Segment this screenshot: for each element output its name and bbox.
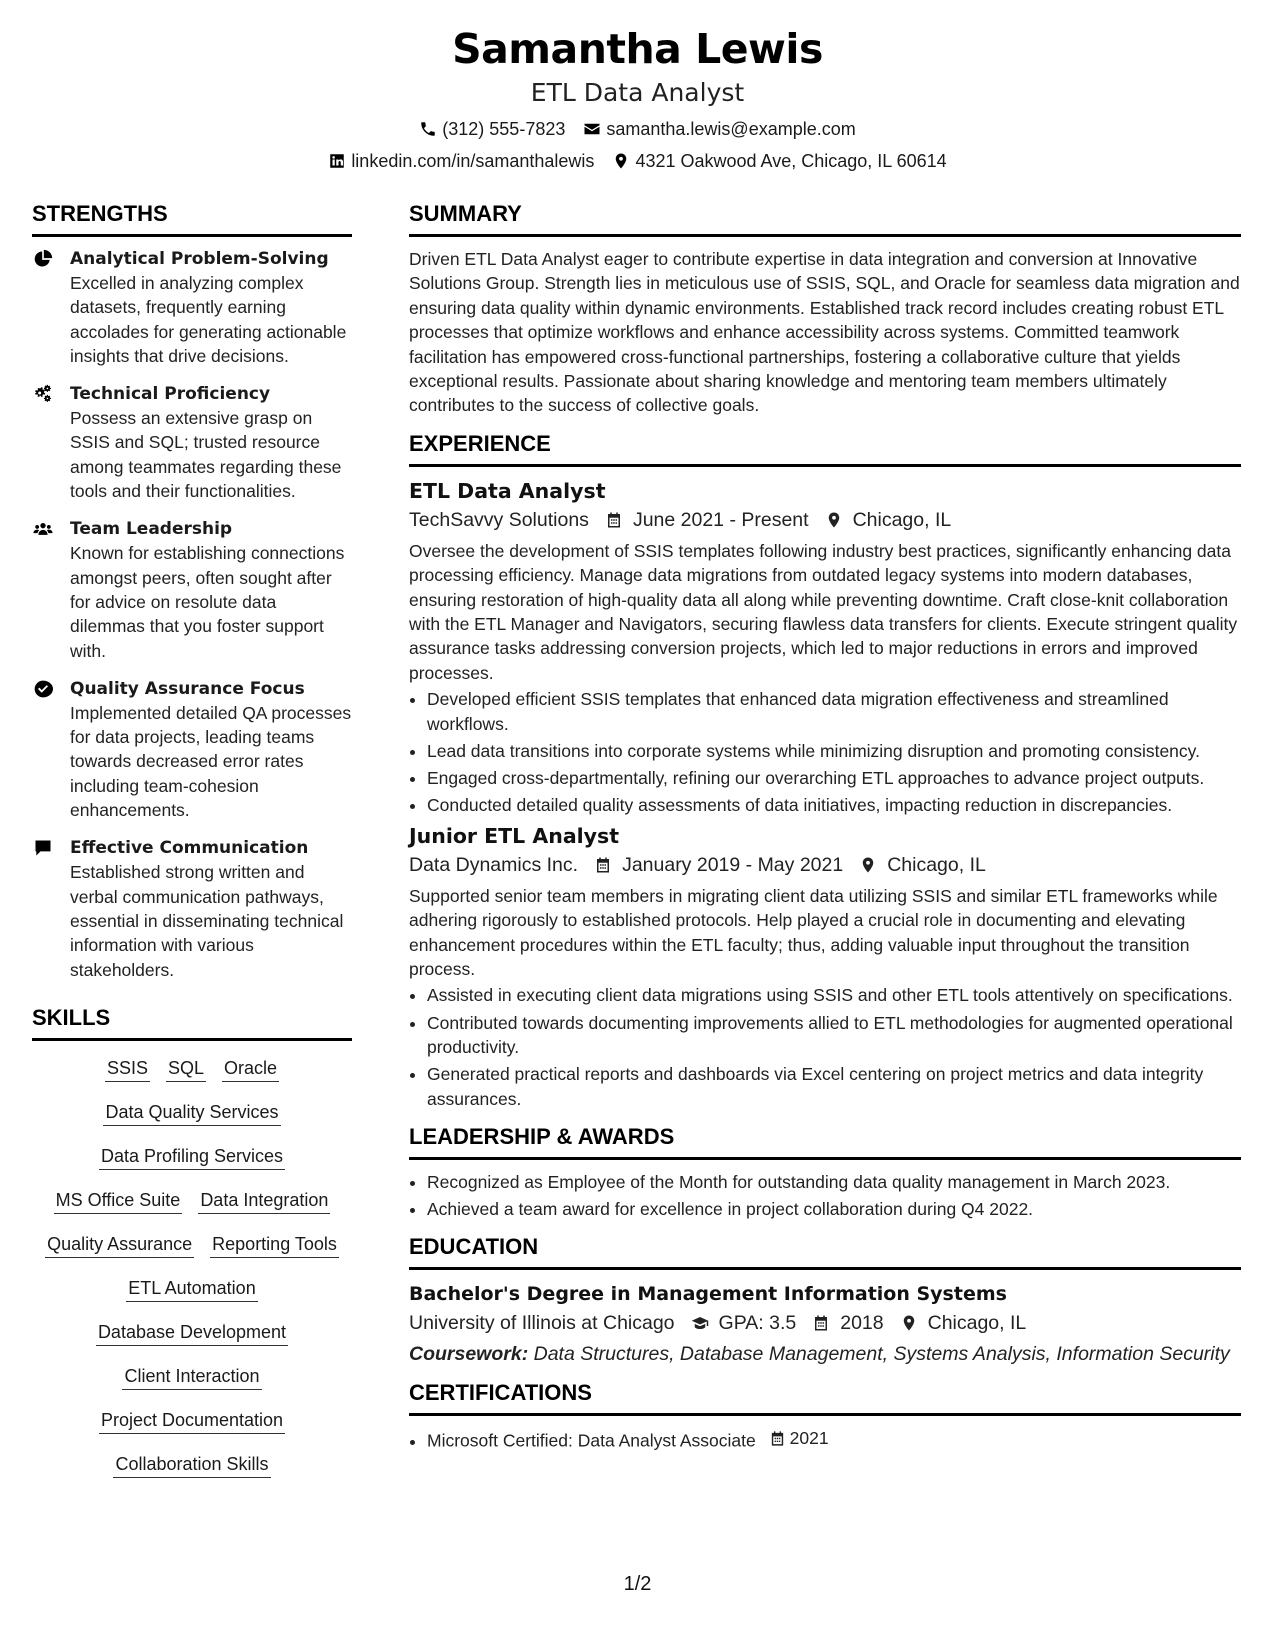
awards-list (409, 1170, 1241, 1222)
certifications-list (409, 1426, 1241, 1453)
summary-heading: SUMMARY (409, 200, 1241, 237)
job-dates: June 2021 - Present (632, 508, 809, 531)
job-description: Oversee the development of SSIS templates following industry best practices, significantly enhancing data processing efficiency. Manage data migrations from outdated legacy systems into modern databases, ensuring restoration of high-quality data all along while preventing downtime. Craft close-knit collaboration with the ETL Manager and Navigators, securing flawless data transfers for clients. Execute stringent quality assurance tasks addressing conversion projects, which led to major reductions in errors and improved processes. (409, 540, 1238, 683)
strength-title: Quality Assurance Focus (70, 678, 305, 699)
list-item: • Assisted in executing client data migrations using SSIS and other ETL tools attentively on specifications. (427, 983, 1241, 1007)
map-pin-icon (612, 152, 630, 170)
page-number: 1/2 (623, 1573, 652, 1595)
skill-row (32, 1319, 352, 1346)
job-title: ETL Data Analyst (409, 478, 606, 503)
education-meta (409, 1308, 1241, 1338)
strength-title: Analytical Problem-Solving (70, 249, 329, 269)
job-description: Supported senior team members in migrating client data utilizing SSIS and similar ETL frameworks while adhering rigorously to established protocols. Help played a crucial role in documenting and elevating enhancement procedures within the ETL faculty; thus, adding valuable input throughout the transition process. (409, 885, 1218, 979)
job-title: Junior ETL Analyst (409, 823, 620, 848)
linkedin-icon (328, 152, 346, 170)
skill-tag: Data Quality Services (103, 1099, 280, 1126)
strength-desc: Excelled in analyzing complex datasets, frequently earning accolades for generating actionable insights that drive decisions. (70, 273, 347, 366)
summary-section (409, 200, 1241, 418)
users-icon (32, 519, 54, 539)
graduation-cap-icon (691, 1314, 709, 1332)
coursework-label: Coursework: (409, 1343, 529, 1366)
gears-icon (32, 384, 54, 404)
skill-row (32, 1143, 352, 1170)
contact-row-1 (0, 114, 1275, 144)
skill-tag: Oracle (222, 1055, 279, 1082)
calendar-icon (812, 1314, 830, 1332)
skill-row (32, 1275, 352, 1302)
phone-contact (419, 114, 565, 144)
school-name: University of Illinois at Chicago (409, 1312, 675, 1335)
skill-row (32, 1055, 352, 1082)
candidate-name: Samantha Lewis (452, 25, 823, 73)
right-column (409, 200, 1241, 1465)
resume-header (0, 22, 1275, 176)
company-name: Data Dynamics Inc. (409, 853, 579, 876)
strength-desc: Possess an extensive grasp on SSIS and SQL; trusted resource among teammates regarding these tools and their functionalities. (70, 408, 342, 502)
list-item: • Contributed towards documenting improvements allied to ETL methodologies for augmented operational productivity. (427, 1011, 1241, 1060)
job-bullets (409, 687, 1241, 817)
skill-row (32, 1451, 352, 1478)
job-meta (409, 505, 1241, 535)
awards-heading: LEADERSHIP & AWARDS (409, 1123, 1241, 1160)
skill-row (32, 1187, 352, 1214)
school-location: Chicago, IL (927, 1312, 1027, 1335)
education-section (409, 1233, 1241, 1367)
email-contact[interactable] (583, 114, 855, 144)
strength-item (32, 836, 352, 981)
skill-tag: Reporting Tools (210, 1231, 339, 1258)
strength-title: Technical Proficiency (70, 384, 271, 405)
coursework (409, 1342, 1241, 1367)
left-column (32, 200, 352, 1495)
map-pin-icon (900, 1314, 918, 1332)
strength-desc: Implemented detailed QA processes for data projects, leading teams towards decreased error rates including team-cohesion enhancements. (70, 702, 352, 821)
strength-title: Effective Communication (70, 838, 309, 859)
calendar-icon (769, 1430, 786, 1447)
strengths-heading: STRENGTHS (32, 200, 352, 237)
list-item: • Recognized as Employee of the Month for outstanding data quality management in March 2023. (427, 1170, 1241, 1194)
map-pin-icon (825, 511, 843, 529)
strength-title: Team Leadership (70, 519, 233, 540)
job-location: Chicago, IL (887, 853, 986, 876)
linkedin-contact[interactable] (328, 146, 594, 176)
degree-title: Bachelor's Degree in Management Information Systems (409, 1283, 1007, 1306)
strength-item (32, 677, 352, 822)
skills-heading: SKILLS (32, 1004, 352, 1041)
summary-text: Driven ETL Data Analyst eager to contribute expertise in data integration and conversion at Innovative Solutions Group. Strength lies in meticulous use of SSIS, SQL, and Oracle for seamless data migration and ensuring data quality within dynamic environments. Established track record includes creating robust ETL processes that optimize workflows and enhance accessibility across systems. Committed teamwork facilitation has empowered cross-functional partnerships, fostering a collaborative culture that yields exceptional results. Passionate about sharing knowledge and mentoring team members ultimately contributes to the success of collective goals. (409, 249, 1240, 416)
awards-section (409, 1123, 1241, 1222)
experience-section (409, 430, 1241, 1111)
certifications-section (409, 1379, 1241, 1453)
job-meta (409, 850, 1241, 880)
job-bullets (409, 983, 1241, 1110)
job-entry (409, 822, 1241, 1111)
email-text[interactable]: samantha.lewis@example.com (606, 119, 856, 139)
cert-name: Microsoft Certified: Data Analyst Associate (427, 1430, 756, 1451)
address-contact (612, 146, 946, 176)
strength-item (32, 247, 352, 368)
job-entry (409, 477, 1241, 818)
pie-chart-icon (32, 249, 54, 269)
strength-item (32, 382, 352, 503)
check-circle-icon (32, 679, 54, 699)
skill-tag: Data Profiling Services (99, 1143, 285, 1170)
company-name: TechSavvy Solutions (409, 508, 589, 531)
skills-list (32, 1055, 352, 1478)
list-item: • Achieved a team award for excellence in project collaboration during Q4 2022. (427, 1197, 1241, 1221)
strength-desc: Known for establishing connections amongst peers, often sought after for advice on resolute data dilemmas that you foster support with. (70, 543, 345, 661)
experience-heading: EXPERIENCE (409, 430, 1241, 467)
phone-icon (419, 120, 437, 138)
skill-row (32, 1099, 352, 1126)
education-heading: EDUCATION (409, 1233, 1241, 1270)
envelope-icon (583, 120, 601, 138)
list-item (427, 1426, 1241, 1453)
skill-tag: SSIS (105, 1055, 150, 1082)
strength-desc: Established strong written and verbal communication pathways, essential in disseminating technical information with various stakeholders. (70, 862, 344, 980)
skill-tag: Project Documentation (99, 1407, 285, 1434)
coursework-text: Data Structures, Database Management, Systems Analysis, Information Security (533, 1343, 1230, 1366)
skill-tag: Client Interaction (122, 1363, 261, 1390)
job-location: Chicago, IL (852, 508, 952, 531)
gpa-text: GPA: 3.5 (718, 1312, 797, 1335)
skill-row (32, 1231, 352, 1258)
list-item: • Developed efficient SSIS templates that enhanced data migration effectiveness and streamlined workflows. (427, 687, 1241, 736)
comment-icon (32, 838, 54, 858)
cert-year: 2021 (789, 1427, 829, 1448)
skill-tag: MS Office Suite (54, 1187, 183, 1214)
contact-row-2 (0, 146, 1275, 176)
skill-tag: SQL (166, 1055, 206, 1082)
skill-tag: Collaboration Skills (113, 1451, 270, 1478)
skill-row (32, 1363, 352, 1390)
map-pin-icon (859, 856, 877, 874)
list-item: • Lead data transitions into corporate systems while minimizing disruption and promoting consistency. (427, 739, 1241, 763)
skill-row (32, 1407, 352, 1434)
skill-tag: Database Development (96, 1319, 288, 1346)
skill-tag: Quality Assurance (45, 1231, 194, 1258)
job-dates: January 2019 - May 2021 (622, 853, 844, 876)
phone-text: (312) 555-7823 (442, 119, 566, 139)
skill-tag: ETL Automation (126, 1275, 257, 1302)
linkedin-text[interactable]: linkedin.com/in/samanthalewis (351, 151, 595, 171)
list-item: • Engaged cross-departmentally, refining our overarching ETL approaches to advance project outputs. (427, 766, 1241, 790)
grad-year: 2018 (840, 1312, 884, 1335)
strength-item (32, 517, 352, 662)
certifications-heading: CERTIFICATIONS (409, 1379, 1241, 1416)
list-item: • Generated practical reports and dashboards via Excel centering on project metrics and data integrity assurances. (427, 1062, 1241, 1111)
calendar-icon (594, 856, 612, 874)
calendar-icon (605, 511, 623, 529)
skill-tag: Data Integration (198, 1187, 330, 1214)
address-text: 4321 Oakwood Ave, Chicago, IL 60614 (635, 151, 947, 171)
candidate-title: ETL Data Analyst (530, 78, 745, 107)
list-item: • Conducted detailed quality assessments of data initiatives, impacting reduction in discrepancies. (427, 793, 1241, 817)
